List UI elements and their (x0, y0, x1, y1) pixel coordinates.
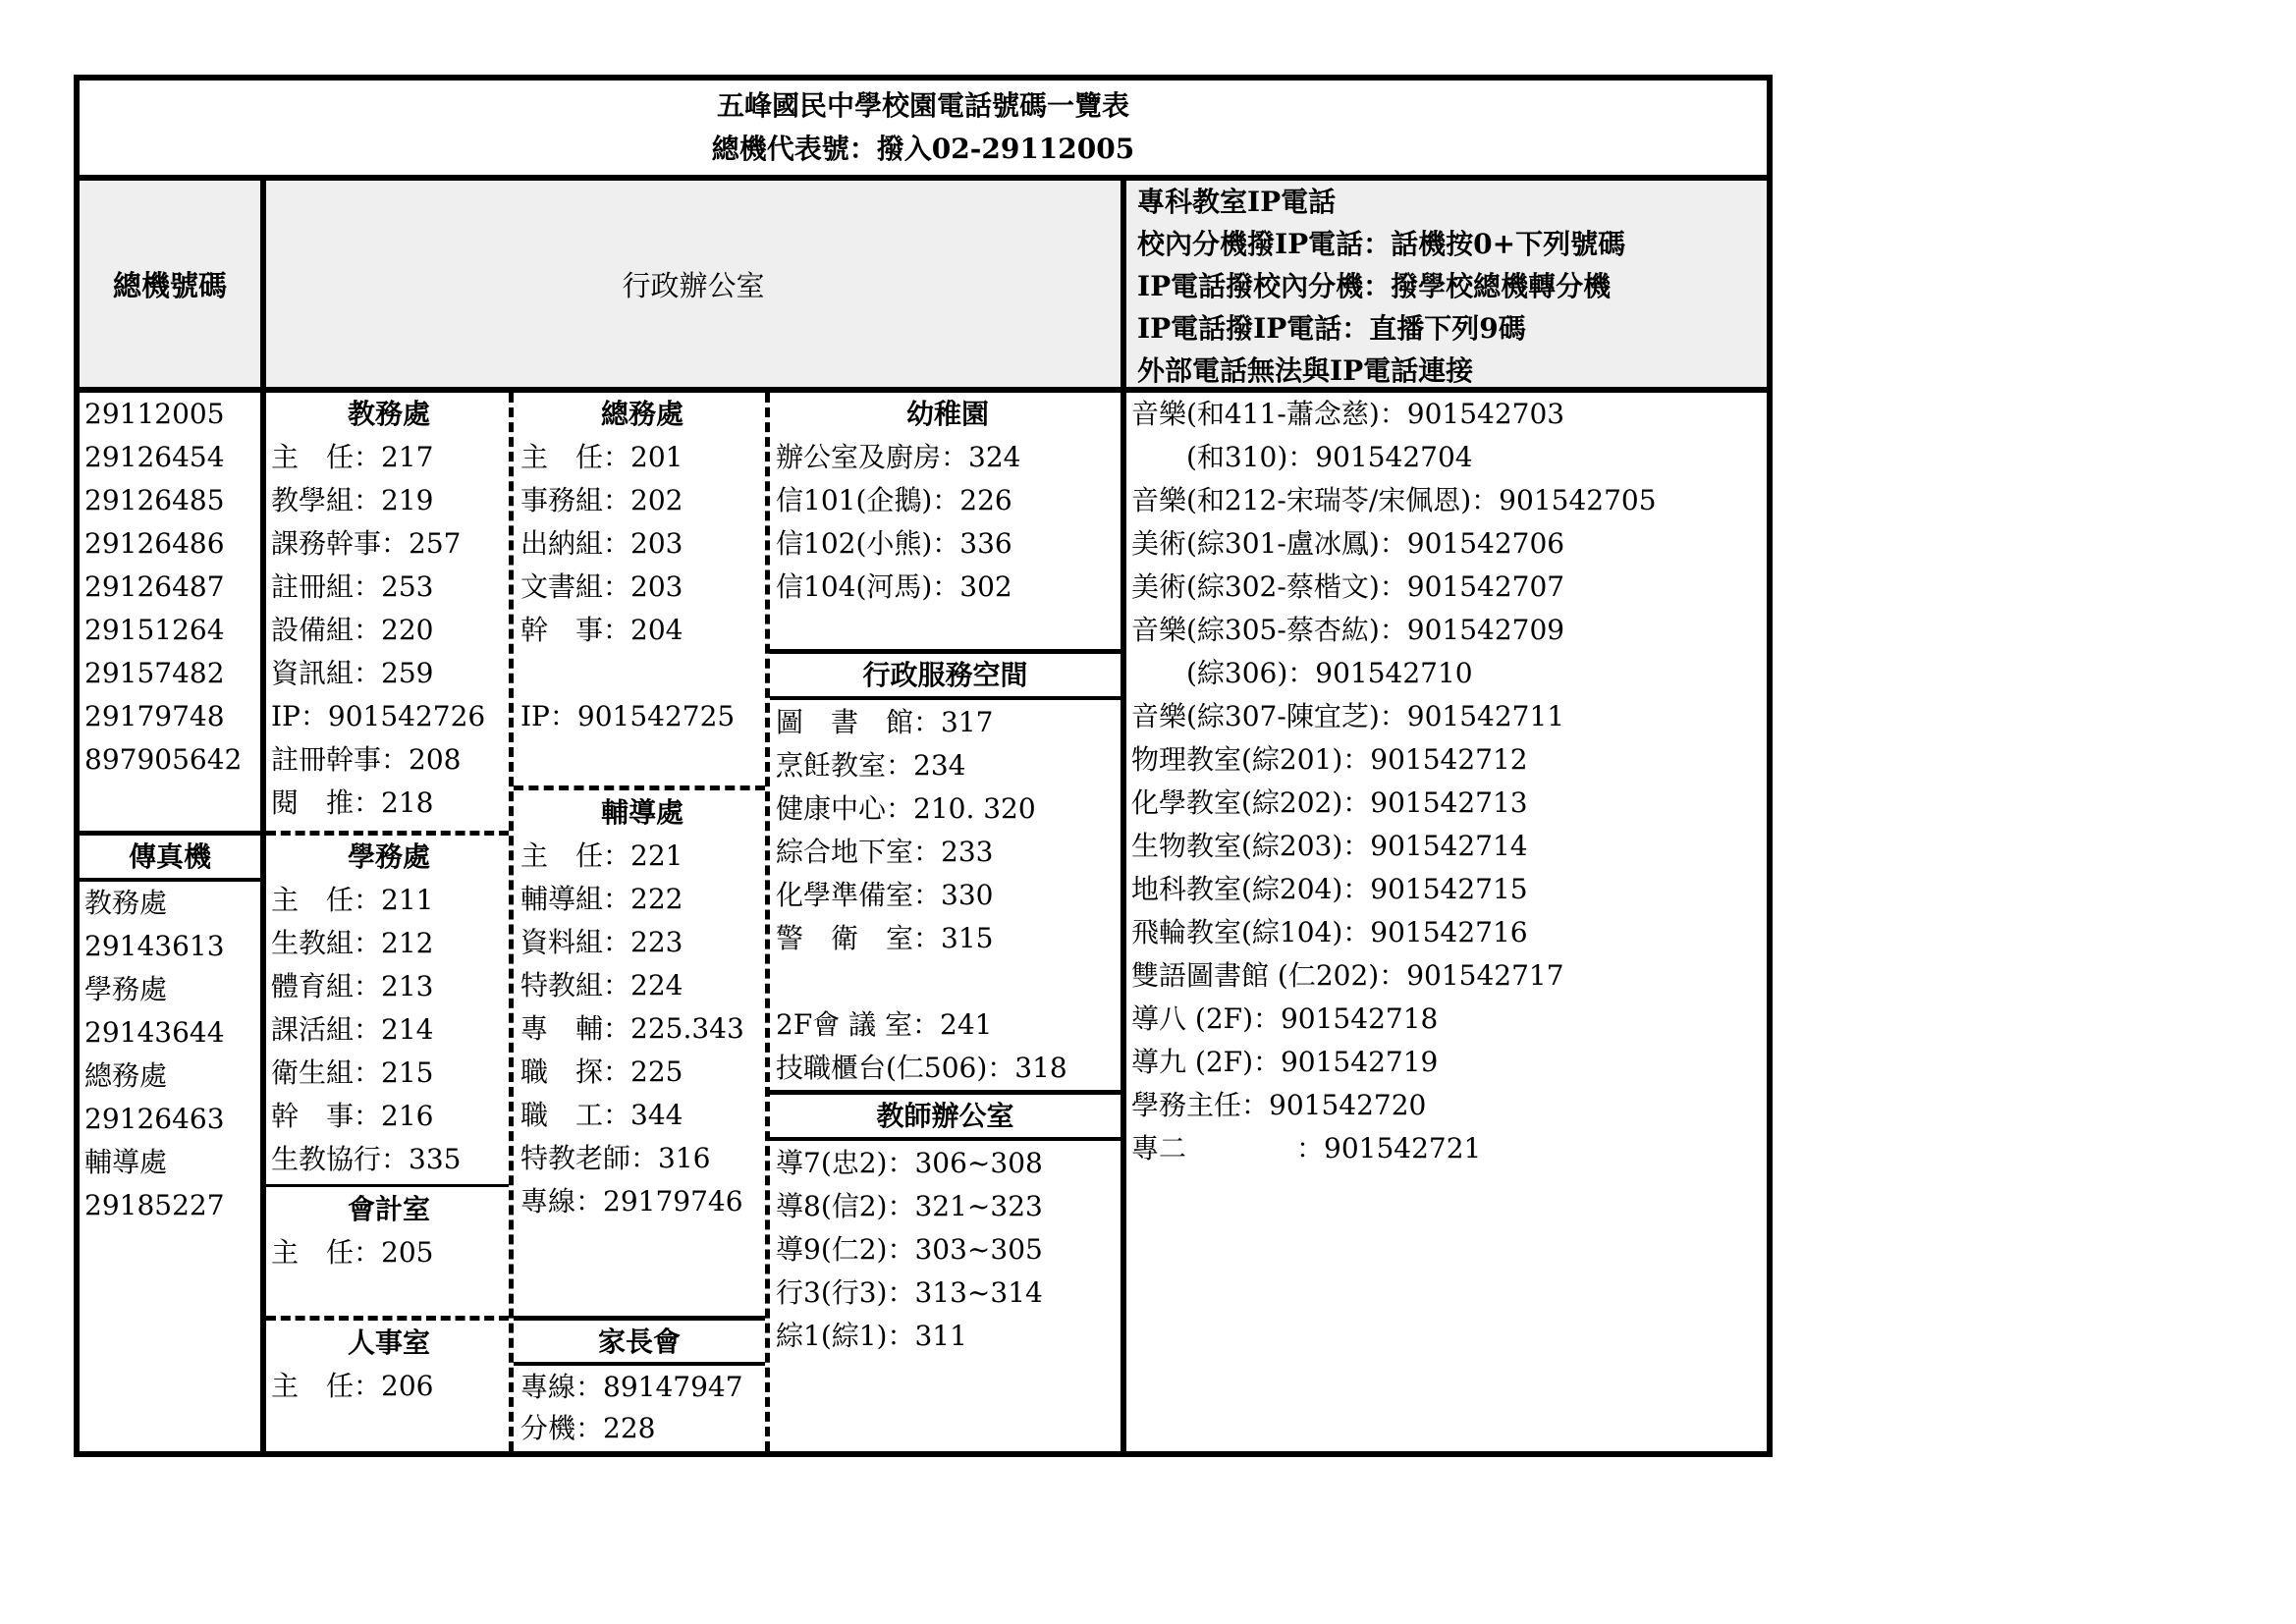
ip-phone-item: 音樂(和212-宋瑞苓/宋佩恩)：901542705 (1131, 484, 1657, 516)
dash-under-accounting (266, 1316, 509, 1321)
parents-item: 專線：89147947 (520, 1371, 743, 1403)
main-number: 29126486 (84, 527, 225, 560)
counseling-item: 特教老師：316 (520, 1142, 711, 1174)
ip-phone-item: (綜306)：901542710 (1131, 657, 1473, 689)
counseling-item: 主 任：221 (520, 839, 683, 872)
teacher-office-section (776, 1142, 1120, 1358)
main-line-number: 總機代表號：撥入02-29112005 (711, 133, 1135, 165)
teacher-office-item: 導9(仁2)：303~305 (776, 1233, 1043, 1266)
academic-item: IP：901542726 (271, 700, 486, 732)
kindergarten-item: 信104(河馬)：302 (776, 570, 1012, 603)
academic-item: 主 任：217 (271, 441, 434, 473)
kindergarten-section (776, 393, 1120, 609)
kindergarten-item: 辦公室及廚房：324 (776, 441, 1021, 473)
header-main-numbers: 總機號碼 (112, 268, 227, 302)
counseling-item: 輔導組：222 (520, 883, 683, 915)
academic-item: 註冊幹事：208 (271, 743, 462, 776)
main-number: 29179748 (84, 700, 225, 732)
main-number: 29126454 (84, 441, 225, 473)
col-divider-4 (1121, 175, 1126, 1451)
academic-item: 設備組：220 (271, 614, 434, 646)
admin-space-item: 2F會 議 室：241 (776, 1008, 993, 1041)
counseling-item: 專 輔：225.343 (520, 1012, 744, 1045)
general-item: 事務組：202 (520, 484, 683, 516)
main-number: 29126485 (84, 484, 225, 516)
kindergarten-item: 信101(企鵝)：226 (776, 484, 1012, 516)
counseling-title: 輔導處 (600, 796, 683, 829)
personnel-title: 人事室 (347, 1326, 430, 1359)
fax-title: 傳真機 (80, 836, 260, 879)
ip-phone-item: 雙語圖書館 (仁202)：901542717 (1131, 959, 1564, 992)
ip-phone-item: 地科教室(綜204)：901542715 (1131, 873, 1528, 905)
teacher-office-item: 綜1(綜1)：311 (776, 1320, 967, 1352)
general-affairs-section (520, 393, 764, 738)
admin-space-item (776, 960, 1120, 1003)
ip-phone-item: 美術(綜302-蔡楷文)：901542707 (1131, 570, 1565, 603)
fax-item: 輔導處 (84, 1146, 168, 1178)
fax-item: 總務處 (84, 1059, 168, 1092)
general-item: 幹 事：204 (520, 614, 683, 646)
admin-space-item: 化學準備室：330 (776, 879, 994, 911)
general-item (520, 652, 764, 695)
admin-space-title: 行政服務空間 (770, 654, 1121, 697)
personnel-item: 主 任：206 (271, 1370, 434, 1402)
ip-note: IP電話撥IP電話：直播下列9碼 (1137, 312, 1526, 345)
accounting-section (271, 1188, 507, 1274)
main-number: 897905642 (84, 743, 243, 776)
academic-item: 資訊組：259 (271, 657, 434, 689)
general-item: 出納組：203 (520, 527, 683, 560)
ip-phone-item: 專二 ：901542721 (1131, 1132, 1482, 1164)
dash-divider-2 (509, 393, 514, 1451)
solid-under-student (266, 1184, 509, 1187)
page-title: 五峰國民中學校園電話號碼一覽表 (716, 89, 1129, 122)
parents-section (520, 1366, 764, 1448)
ip-phone-item: 導八 (2F)：901542718 (1131, 1002, 1439, 1035)
counseling-section (520, 791, 764, 1223)
general-item: 文書組：203 (520, 570, 683, 603)
student-item: 課活組：214 (271, 1013, 434, 1046)
main-numbers-list (84, 393, 259, 782)
student-item: 生教協行：335 (271, 1143, 462, 1175)
ip-phone-item: 學務主任：901542720 (1131, 1089, 1427, 1121)
ip-phone-item: 音樂(綜305-蔡杏紘)：901542709 (1131, 614, 1565, 646)
fax-item: 學務處 (84, 973, 168, 1005)
admin-space-item: 圖 書 館：317 (776, 706, 994, 738)
ip-note: IP電話撥校內分機：撥學校總機轉分機 (1137, 270, 1612, 302)
counseling-item: 專線：29179746 (520, 1185, 743, 1218)
admin-space-item: 警 衛 室：315 (776, 922, 994, 954)
main-number: 29157482 (84, 657, 225, 689)
main-number: 29151264 (84, 614, 225, 646)
ip-phone-item: 化學教室(綜202)：901542713 (1131, 786, 1528, 819)
accounting-item: 主 任：205 (271, 1236, 434, 1269)
counseling-item: 資料組：223 (520, 926, 683, 958)
academic-item: 註冊組：253 (271, 570, 434, 603)
ip-phone-item: (和310)：901542704 (1131, 441, 1473, 473)
parents-item: 分機：228 (520, 1412, 656, 1444)
counseling-item: 職 工：344 (520, 1099, 683, 1131)
ip-phone-notes (1137, 181, 1625, 392)
ip-phone-item: 音樂(綜307-陳宜芝)：901542711 (1131, 700, 1565, 732)
header-admin-office: 行政辦公室 (622, 268, 765, 302)
ip-phone-item: 生物教室(綜203)：901542714 (1131, 830, 1528, 862)
academic-affairs-section (271, 393, 507, 825)
admin-space-title-underline (770, 696, 1121, 700)
general-item: 主 任：201 (520, 441, 683, 473)
admin-space-item: 烹飪教室：234 (776, 749, 966, 782)
table-title-block (80, 81, 1767, 175)
ip-note: 專科教室IP電話 (1137, 186, 1337, 218)
kindergarten-item: 信102(小熊)：336 (776, 527, 1012, 560)
academic-item: 課務幹事：257 (271, 527, 462, 560)
teacher-office-item: 行3(行3)：313~314 (776, 1276, 1043, 1309)
ip-phone-item: 音樂(和411-蕭念慈)：901542703 (1131, 398, 1565, 430)
student-item: 生教組：212 (271, 927, 434, 959)
student-item: 衛生組：215 (271, 1056, 434, 1089)
fax-item: 教務處 (84, 887, 168, 919)
admin-space-item: 綜合地下室：233 (776, 836, 994, 868)
student-item: 體育組：213 (271, 970, 434, 1002)
accounting-title: 會計室 (347, 1193, 430, 1225)
student-affairs-title: 學務處 (347, 840, 430, 873)
fax-item: 29143613 (84, 930, 225, 962)
admin-space-section (776, 701, 1120, 1090)
main-number: 29126487 (84, 570, 225, 603)
personnel-section (271, 1322, 507, 1408)
general-affairs-title: 總務處 (600, 398, 683, 430)
student-affairs-section (271, 836, 507, 1181)
academic-affairs-title: 教務處 (347, 398, 430, 430)
student-item: 幹 事：216 (271, 1100, 434, 1132)
student-item: 主 任：211 (271, 884, 434, 916)
ip-phone-item: 美術(綜301-盧冰鳳)：901542706 (1131, 527, 1565, 560)
academic-item: 教學組：219 (271, 484, 434, 516)
ip-phone-item: 物理教室(綜201)：901542712 (1131, 743, 1528, 776)
teacher-office-item: 導8(信2)：321~323 (776, 1190, 1043, 1222)
counseling-item: 職 探：225 (520, 1056, 683, 1088)
teacher-office-title-underline (770, 1137, 1121, 1141)
teacher-office-title: 教師辦公室 (770, 1095, 1121, 1138)
admin-space-item: 技職櫃台(仁506)：318 (776, 1052, 1067, 1084)
teacher-office-item: 導7(忠2)：306~308 (776, 1147, 1043, 1179)
dash-divider-3 (765, 393, 770, 1451)
fax-item: 29126463 (84, 1103, 225, 1135)
fax-list (84, 882, 259, 1227)
dash-under-general (514, 785, 765, 790)
ip-note: 外部電話無法與IP電話連接 (1137, 354, 1474, 387)
academic-item: 閱 推：218 (271, 786, 434, 819)
kindergarten-title: 幼稚園 (905, 398, 989, 430)
fax-item: 29185227 (84, 1189, 225, 1221)
admin-space-item: 健康中心：210. 320 (776, 792, 1036, 825)
ip-phone-item: 飛輪教室(綜104)：901542716 (1131, 916, 1528, 948)
fax-item: 29143644 (84, 1016, 225, 1049)
general-item: IP：901542725 (520, 700, 736, 732)
counseling-item: 特教組：224 (520, 969, 683, 1001)
parents-title: 家長會 (514, 1321, 765, 1364)
ip-phone-item: 導九 (2F)：901542719 (1131, 1046, 1439, 1078)
main-number: 29112005 (84, 398, 225, 430)
ip-phones-list (1131, 393, 1765, 1170)
ip-note: 校內分機撥IP電話：話機按0+下列號碼 (1137, 228, 1626, 260)
